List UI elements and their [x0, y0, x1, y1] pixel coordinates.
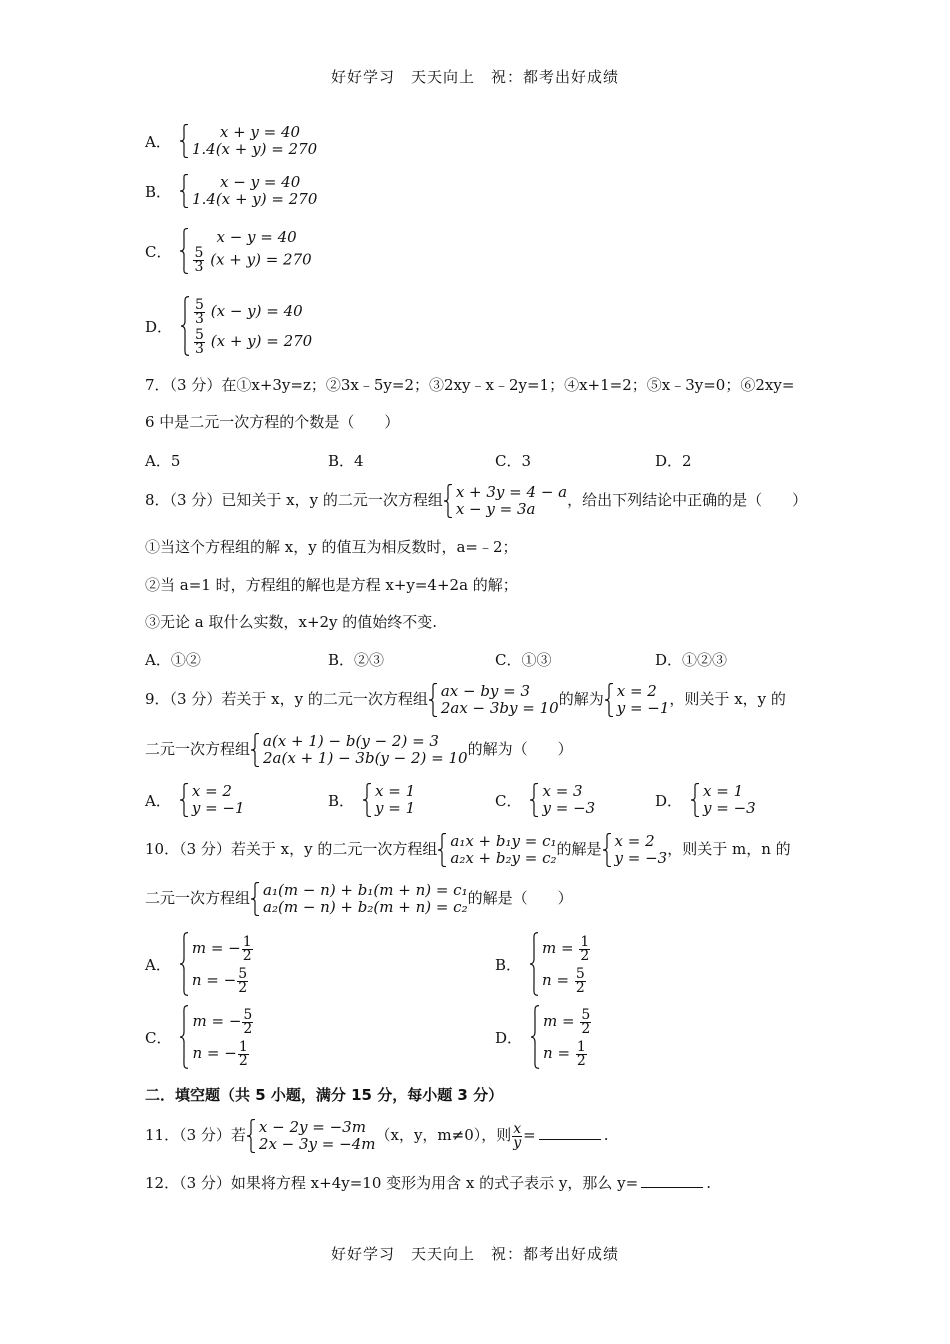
q8-choice-b: B．②③ — [328, 651, 385, 669]
q7-choice-d: D．2 — [655, 452, 692, 470]
q10-choice-d: D． m = $\frac{5}{2}$ n = $\frac{1}{2}$ — [495, 1006, 591, 1069]
equation-system: $\frac{5}{3}$ (x − y) = 40 $\frac{5}{3}$ (x + y) = 270 — [180, 296, 312, 356]
equation-system: x − 2y = −3m 2x − 3y = −4m — [246, 1119, 376, 1153]
q10-stem-2: 二元一次方程组 a₁(m − n) + b₁(m + n) = c₁ a₂(m − n) + b₂(m + n) = c₂ 的解是（ ） — [145, 881, 573, 916]
q8-choice-d: D．①②③ — [655, 651, 728, 669]
q8-stem: 8．（3 分）已知关于 x，y 的二元一次方程组 x + 3y = 4 − a x − y = 3a ，给出下列结论中正确的是（ ） — [145, 483, 808, 518]
equation-system: x − y = 40 $\frac{5}{3}$ (x + y) = 270 — [179, 228, 311, 274]
q7-choice-c: C．3 — [495, 452, 532, 470]
q6-option-b: B． x − y = 40 1.4(x + y) = 270 — [145, 173, 318, 208]
q8-conclusion-1: ①当这个方程组的解 x，y 的值互为相反数时，a=﹣2； — [145, 538, 518, 556]
q8-conclusion-2: ②当 a=1 时，方程组的解也是方程 x+y=4+2a 的解； — [145, 576, 518, 594]
q7-choice-a: A．5 — [145, 452, 181, 470]
q7-line1: 7．（3 分）在①x+3y=z；②3x﹣5y=2；③2xy﹣x﹣2y=1；④x+1=2；⑤x﹣3y=0；⑥2xy= — [145, 376, 795, 394]
q7-line2: 6 中是二元一次方程的个数是（ ） — [145, 413, 400, 431]
equation-system: ax − by = 3 2ax − 3by = 10 — [428, 683, 559, 717]
q8-conclusion-3: ③无论 a 取什么实数，x+2y 的值始终不变. — [145, 613, 438, 631]
section-heading: 二．填空题（共 5 小题，满分 15 分，每小题 3 分） — [145, 1086, 504, 1104]
q7-choice-b: B．4 — [328, 452, 364, 470]
q9-stem: 9．（3 分）若关于 x，y 的二元一次方程组 ax − by = 3 2ax − 3by = 10 的解为 x = 2 y = −1 ，则关于 x，y 的 — [145, 682, 786, 717]
q8-choice-c: C．①③ — [495, 651, 552, 669]
q11-stem: 11．（3 分）若 x − 2y = −3m 2x − 3y = −4m （x，y，m≠0），则 $\frac{x}{y}$ = . — [145, 1118, 609, 1153]
q9-choice-d: D． x = 1 y = −3 — [655, 782, 756, 817]
q10-choice-c: C． m = − $\frac{5}{2}$ n = − $\frac{1}{2}$ — [145, 1006, 253, 1069]
equation-system: a₁x + b₁y = c₁ a₂x + b₂y = c₂ — [437, 833, 556, 867]
q9-choice-c: C． x = 3 y = −3 — [495, 782, 596, 817]
q6-option-a: A． x + y = 40 1.4(x + y) = 270 — [145, 123, 318, 158]
solution-system: x = 2 y = −3 — [602, 833, 668, 867]
equation-system: x + 3y = 4 − a x − y = 3a — [443, 484, 567, 518]
q6-option-d: D． $\frac{5}{3}$ (x − y) = 40 $\frac{5}{3}$ (x + y) = 270 — [145, 296, 313, 357]
q8-choice-a: A．①② — [145, 651, 201, 669]
q10-stem: 10．（3 分）若关于 x，y 的二元一次方程组 a₁x + b₁y = c₁ a₂x + b₂y = c₂ 的解是 x = 2 y = −3 ，则关于 m，n 的 — [145, 832, 791, 867]
q9-choice-b: B． x = 1 y = 1 — [328, 782, 416, 817]
answer-blank[interactable] — [641, 1187, 703, 1188]
page-footer: 好好学习 天天向上 祝：都考出好成绩 — [330, 1245, 619, 1263]
equation-system: a₁(m − n) + b₁(m + n) = c₁ a₂(m − n) + b₂(m + n) = c₂ — [250, 882, 468, 916]
equation-system: x − y = 40 1.4(x + y) = 270 — [179, 174, 317, 208]
q9-choice-a: A． x = 2 y = −1 — [145, 782, 245, 817]
q10-choice-b: B． m = $\frac{1}{2}$ n = $\frac{5}{2}$ — [495, 933, 590, 996]
equation-system: x + y = 40 1.4(x + y) = 270 — [179, 124, 317, 158]
solution-system: x = 2 y = −1 — [604, 683, 670, 717]
q6-option-c: C． x − y = 40 $\frac{5}{3}$ (x + y) = 270 — [145, 228, 312, 275]
equation-system: a(x + 1) − b(y − 2) = 3 2a(x + 1) − 3b(y − 2) = 10 — [250, 733, 468, 767]
q10-choice-a: A． m = − $\frac{1}{2}$ n = − $\frac{5}{2}$ — [145, 933, 252, 996]
page-header: 好好学习 天天向上 祝：都考出好成绩 — [330, 68, 619, 86]
answer-blank[interactable] — [539, 1139, 601, 1140]
q12-stem: 12．（3 分）如果将方程 x+4y=10 变形为用含 x 的式子表示 y，那么 y= . — [145, 1174, 711, 1192]
q9-stem-2: 二元一次方程组 a(x + 1) − b(y − 2) = 3 2a(x + 1) − 3b(y − 2) = 10 的解为（ ） — [145, 732, 573, 767]
